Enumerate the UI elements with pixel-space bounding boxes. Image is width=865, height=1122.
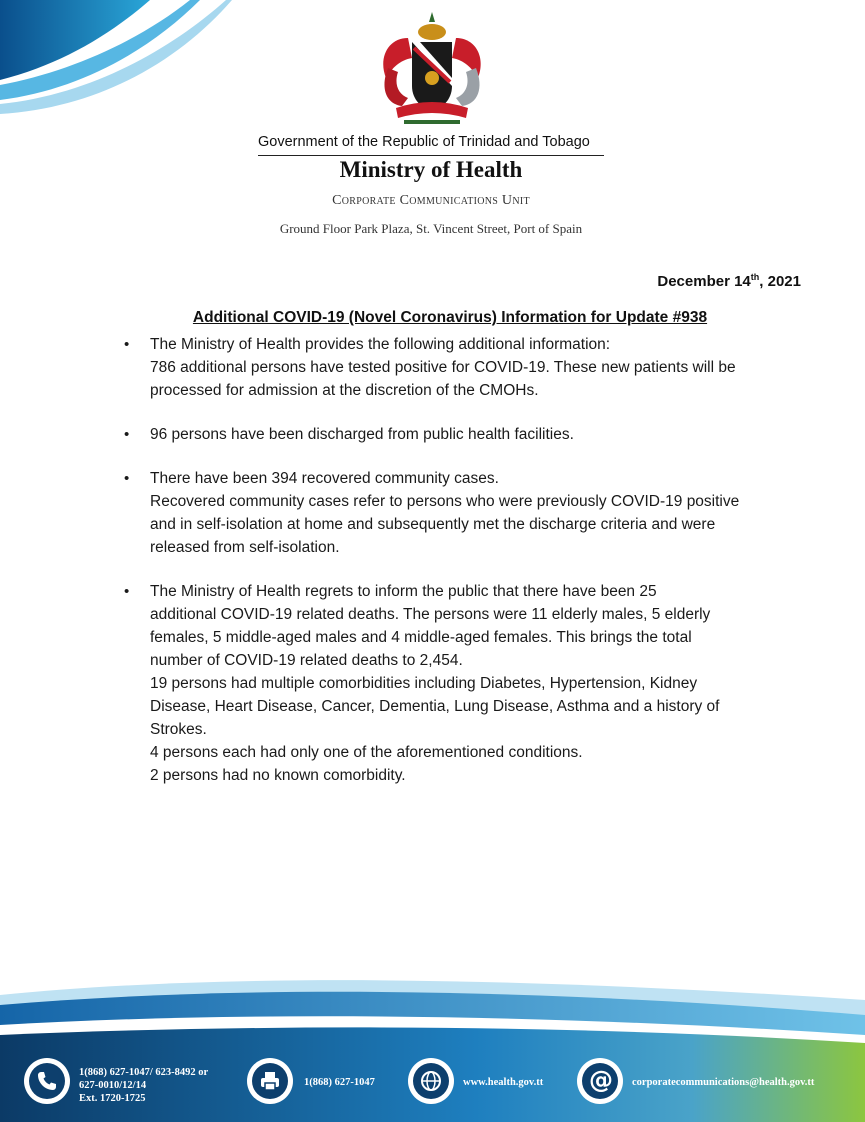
bullet-line: number of COVID-19 related deaths to 2,454.	[150, 652, 463, 669]
bullet-line: 2 persons had no known comorbidity.	[150, 767, 406, 784]
bullet-line: • 96 persons have been discharged from public health facilities.	[150, 426, 574, 443]
bullet-item-recovered	[150, 467, 820, 559]
fax-number: 1(868) 627-1047	[304, 1077, 375, 1088]
bullet-item-deaths	[150, 580, 820, 787]
bullet-line: Strokes.	[150, 721, 207, 738]
release-date: December 14th, 2021	[657, 272, 801, 290]
bullet-line: and in self-isolation at home and subsequently met the discharge criteria and were	[150, 516, 716, 533]
bullet-line: Recovered community cases refer to persons who were previously COVID-19 positive	[150, 493, 740, 510]
bullet-list	[150, 333, 820, 808]
header-rule	[258, 155, 604, 156]
bullet-line: 786 additional persons have tested positive for COVID-19. These new patients will be	[150, 359, 736, 376]
phone-line: 1(868) 627-1047/ 623-8492 or	[79, 1067, 209, 1078]
unit-name: Corporate Communications Unit	[332, 193, 530, 208]
bullet-line: • There have been 394 recovered community cases.	[150, 470, 499, 487]
bullet-line: Disease, Heart Disease, Cancer, Dementia, Lung Disease, Asthma and a history of	[150, 698, 720, 715]
phone-line: Ext. 1720-1725	[79, 1093, 146, 1104]
phone-numbers	[79, 1066, 208, 1105]
at-icon: @	[577, 1058, 623, 1104]
globe-icon	[408, 1058, 454, 1104]
bullet-line: processed for admission at the discretion of the CMOHs.	[150, 382, 539, 399]
email-link[interactable]: corporatecommunications@health.gov.tt	[632, 1077, 815, 1088]
fax-icon	[247, 1058, 293, 1104]
bullet-line: additional COVID-19 related deaths. The persons were 11 elderly males, 5 elderly	[150, 606, 711, 623]
bullet-line: • The Ministry of Health regrets to inform the public that there have been 25	[150, 583, 657, 600]
bullet-line: • The Ministry of Health provides the following additional information:	[150, 336, 611, 353]
document-title: Additional COVID-19 (Novel Coronavirus) Information for Update #938	[192, 309, 708, 326]
phone-line: 627-0010/12/14	[79, 1080, 147, 1091]
website-link[interactable]: www.health.gov.tt	[463, 1077, 544, 1088]
bullet-line: 4 persons each had only one of the aforementioned conditions.	[150, 744, 583, 761]
ministry-address: Ground Floor Park Plaza, St. Vincent Street, Port of Spain	[279, 221, 583, 236]
bullet-item-discharged	[150, 423, 820, 446]
bullet-line: females, 5 middle-aged males and 4 middle-aged females. This brings the total	[150, 629, 692, 646]
coat-of-arms-emblem	[368, 8, 496, 128]
top-swoosh-decoration	[0, 0, 240, 130]
ministry-name: Ministry of Health	[339, 157, 523, 182]
bullet-item-new-cases	[150, 333, 820, 402]
phone-icon	[24, 1058, 70, 1104]
bullet-line: 19 persons had multiple comorbidities including Diabetes, Hypertension, Kidney	[150, 675, 698, 692]
government-name: Government of the Republic of Trinidad and Tobago	[258, 134, 590, 150]
bullet-line: released from self-isolation.	[150, 539, 340, 556]
